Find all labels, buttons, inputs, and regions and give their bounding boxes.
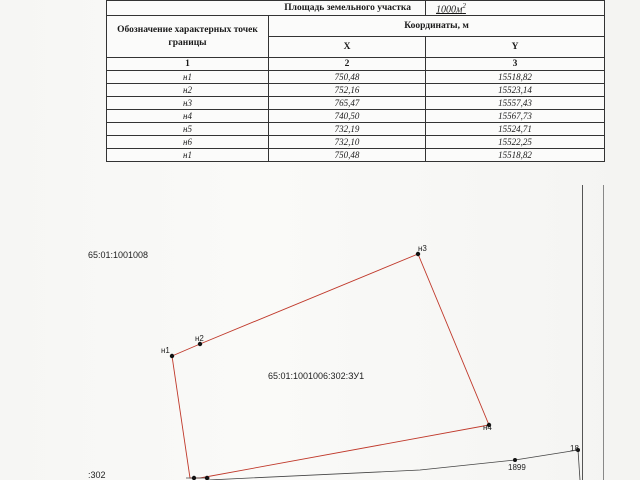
label-1899: 1899 — [508, 463, 526, 472]
cell-point: н3 — [107, 97, 269, 110]
cell-x: 732,10 — [269, 136, 426, 149]
x-header: X — [269, 37, 426, 58]
cell-x: 740,50 — [269, 110, 426, 123]
cell-y: 15524,71 — [426, 123, 605, 136]
col-num-2: 2 — [269, 58, 426, 71]
cell-x: 732,19 — [269, 123, 426, 136]
cell-y: 15557,43 — [426, 97, 605, 110]
cell-x: 752,16 — [269, 84, 426, 97]
label-18: 18 — [570, 444, 579, 453]
cell-point: н6 — [107, 136, 269, 149]
area-label: Площадь земельного участка — [107, 1, 426, 16]
cell-y: 15518,82 — [426, 71, 605, 84]
parcel-label: 65:01:1001006:302:ЗУ1 — [268, 371, 365, 381]
cell-y: 15522,25 — [426, 136, 605, 149]
cell-point: н4 — [107, 110, 269, 123]
existing-boundary — [578, 450, 580, 480]
label-n2: н2 — [195, 334, 204, 343]
cell-x: 765,47 — [269, 97, 426, 110]
col-num-3: 3 — [426, 58, 605, 71]
quarter-label: 65:01:1001008 — [88, 250, 149, 260]
points-header: Обозначение характерных точек границы — [107, 16, 269, 58]
y-header: Y — [426, 37, 605, 58]
left-partial-label: :302 — [88, 470, 106, 480]
label-n3: н3 — [418, 244, 427, 253]
parcel-boundary — [172, 254, 489, 478]
cell-point: н1 — [107, 149, 269, 162]
cell-x: 750,48 — [269, 71, 426, 84]
label-n4: н4 — [483, 423, 492, 432]
point-n1 — [170, 354, 174, 358]
point-1899 — [513, 458, 517, 462]
cell-point: н2 — [107, 84, 269, 97]
area-value-text: 1000м — [436, 4, 463, 16]
label-n1: н1 — [161, 346, 170, 355]
point-n6 — [205, 476, 209, 480]
cell-y: 15518,82 — [426, 149, 605, 162]
cell-y: 15567,73 — [426, 110, 605, 123]
cell-point: н1 — [107, 71, 269, 84]
cell-x: 750,48 — [269, 149, 426, 162]
col-num-1: 1 — [107, 58, 269, 71]
point-n5 — [192, 476, 196, 480]
cell-point: н5 — [107, 123, 269, 136]
area-unit-sup: 2 — [462, 2, 466, 10]
cell-y: 15523,14 — [426, 84, 605, 97]
coords-header: Координаты, м — [269, 16, 605, 37]
